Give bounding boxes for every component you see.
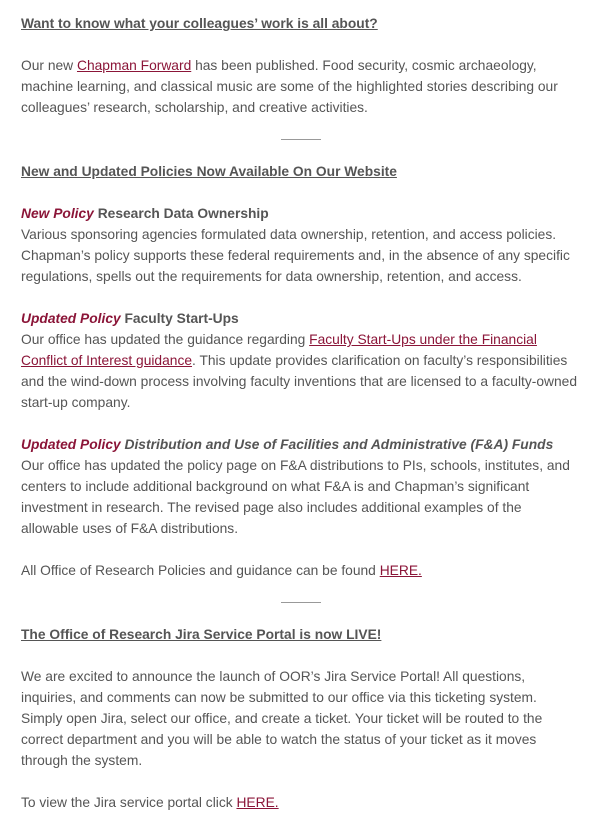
section-heading-colleagues: Want to know what your colleagues’ work is all about?: [21, 16, 378, 31]
chapman-forward-link[interactable]: Chapman Forward: [76, 58, 192, 73]
jira-here-link[interactable]: HERE.: [236, 795, 279, 810]
policy-tag: New Policy: [21, 206, 94, 221]
policies-here-link[interactable]: HERE.: [379, 563, 422, 578]
section-heading-policies: New and Updated Policies Now Available On Our Website: [21, 164, 397, 179]
policies-footer: All Office of Research Policies and guidance can be found HERE.: [21, 563, 422, 578]
faculty-startups-link[interactable]: Faculty Start-Ups under the Financial Conflict of Interest guidance: [21, 332, 537, 368]
jira-footer: To view the Jira service portal click HERE.: [21, 795, 279, 810]
policy-body: Various sponsoring agencies formulated data ownership, retention, and access policies. Chapman’s policy supports these federal requirements and, in the absence of any specific regulations, spells out the requirements for data ownership, retention, and access.: [21, 227, 570, 284]
policy-title: New Policy Research Data Ownership: [21, 206, 269, 221]
policy-tag: Updated Policy: [21, 311, 121, 326]
section-heading-jira: The Office of Research Jira Service Portal is now LIVE!: [21, 627, 382, 642]
section-text-chapman-forward: Our new Chapman Forward has been published. Food security, cosmic archaeology, machine learning, and classical music are some of the highlighted stories describing our colleagues’ research, scholarship, and creative activities.: [21, 58, 558, 115]
jira-body: We are excited to announce the launch of OOR’s Jira Service Portal! All questions, inquiries, and comments can now be submitted to our office via this ticketing system. Simply open Jira, select our office, and create a ticket. Your ticket will be routed to the correct department and you will be able to watch the status of your ticket as it moves through the system.: [21, 669, 543, 768]
policy-body: Our office has updated the policy page on F&A distributions to PIs, schools, institutes, and centers to include additional background on what F&A is and Chapman’s significant investment in research. The revised page also includes additional examples of the allowable uses of F&A distributions.: [21, 458, 570, 536]
policy-body: Our office has updated the guidance regarding Faculty Start-Ups under the Financial Conflict of Interest guidance. This update provides clarification on faculty’s responsibilities and the wind-down process involving faculty inventions that are licensed to a faculty-owned start-up company.: [21, 332, 578, 410]
policy-title: Updated Policy Faculty Start-Ups: [21, 311, 239, 326]
policy-title: Updated Policy Distribution and Use of Facilities and Administrative (F&A) Funds: [21, 437, 554, 452]
policy-tag: Updated Policy: [21, 437, 121, 452]
